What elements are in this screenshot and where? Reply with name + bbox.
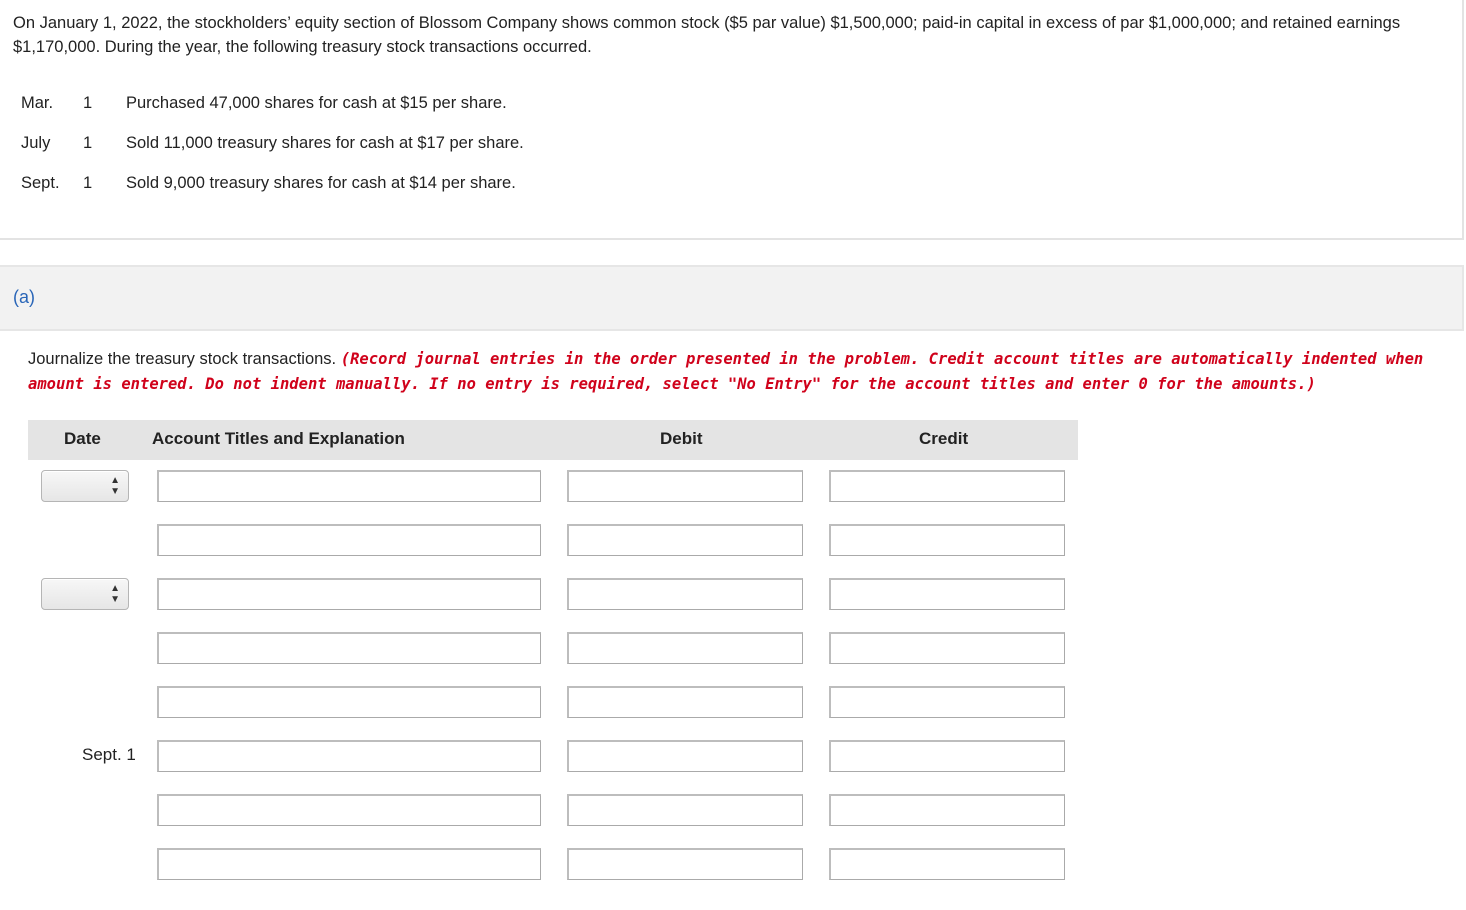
journal-table-header xyxy=(28,420,1078,460)
transaction-month: Mar. xyxy=(21,94,54,112)
credit-input[interactable] xyxy=(829,740,1065,772)
instructions-lead: Journalize the treasury stock transactions. xyxy=(28,350,337,368)
account-title-input[interactable] xyxy=(157,632,541,664)
journal-row xyxy=(0,524,1100,558)
journal-row xyxy=(0,686,1100,720)
account-title-input[interactable] xyxy=(157,686,541,718)
account-title-input[interactable] xyxy=(157,794,541,826)
date-select[interactable] xyxy=(41,470,129,502)
date-select[interactable] xyxy=(41,578,129,610)
transaction-description: Purchased 47,000 shares for cash at $15 per share. xyxy=(126,94,507,112)
journal-row xyxy=(0,794,1100,828)
account-title-input[interactable] xyxy=(157,524,541,556)
header-date: Date xyxy=(64,429,101,448)
credit-input[interactable] xyxy=(829,470,1065,502)
debit-input[interactable] xyxy=(567,632,803,664)
part-label: (a) xyxy=(13,287,35,307)
transaction-description: Sold 11,000 treasury shares for cash at $17 per share. xyxy=(126,134,524,152)
debit-input[interactable] xyxy=(567,848,803,880)
journal-row xyxy=(0,578,1100,612)
debit-input[interactable] xyxy=(567,794,803,826)
debit-input[interactable] xyxy=(567,524,803,556)
transaction-row xyxy=(0,171,700,195)
problem-intro: On January 1, 2022, the stockholders’ equity section of Blossom Company shows common stock ($5 par value) $1,500,000; paid-in capital in excess of par $1,000,000; and retained earnings $1,170,000. During the year, the following treasury stock transactions occurred. xyxy=(13,14,1401,56)
debit-input[interactable] xyxy=(567,578,803,610)
credit-input[interactable] xyxy=(829,686,1065,718)
date-label: Sept. 1 xyxy=(82,745,136,764)
transaction-day: 1 xyxy=(83,134,93,152)
account-title-input[interactable] xyxy=(157,578,541,610)
select-arrows-icon: ▲ ▼ xyxy=(110,475,120,497)
credit-input[interactable] xyxy=(829,848,1065,880)
credit-input[interactable] xyxy=(829,794,1065,826)
part-header xyxy=(0,265,1464,331)
transaction-row xyxy=(0,131,700,155)
transaction-day: 1 xyxy=(83,174,93,192)
transaction-month: Sept. xyxy=(21,174,60,192)
instructions xyxy=(28,347,1448,396)
journal-row xyxy=(0,848,1100,882)
credit-input[interactable] xyxy=(829,524,1065,556)
credit-input[interactable] xyxy=(829,632,1065,664)
debit-input[interactable] xyxy=(567,740,803,772)
header-account-titles: Account Titles and Explanation xyxy=(152,429,405,448)
journal-row xyxy=(0,632,1100,666)
transaction-row xyxy=(0,91,700,115)
journal-row xyxy=(0,740,1100,774)
transaction-day: 1 xyxy=(83,94,93,112)
account-title-input[interactable] xyxy=(157,740,541,772)
account-title-input[interactable] xyxy=(157,848,541,880)
problem-statement xyxy=(0,0,1464,240)
debit-input[interactable] xyxy=(567,470,803,502)
credit-input[interactable] xyxy=(829,578,1065,610)
header-credit: Credit xyxy=(919,429,969,448)
select-arrows-icon: ▲ ▼ xyxy=(110,583,120,605)
transaction-description: Sold 9,000 treasury shares for cash at $14 per share. xyxy=(126,174,516,192)
debit-input[interactable] xyxy=(567,686,803,718)
instructions-note: (Record journal entries in the order presented in the problem. Credit account titles are automatically indented when amount is entered. Do not indent manually. If no entry is required, select "No Entry" for the account titles and enter 0 for the amounts.) xyxy=(28,350,1424,393)
journal-row xyxy=(0,470,1100,504)
transaction-month: July xyxy=(21,134,51,152)
header-debit: Debit xyxy=(660,429,703,448)
account-title-input[interactable] xyxy=(157,470,541,502)
